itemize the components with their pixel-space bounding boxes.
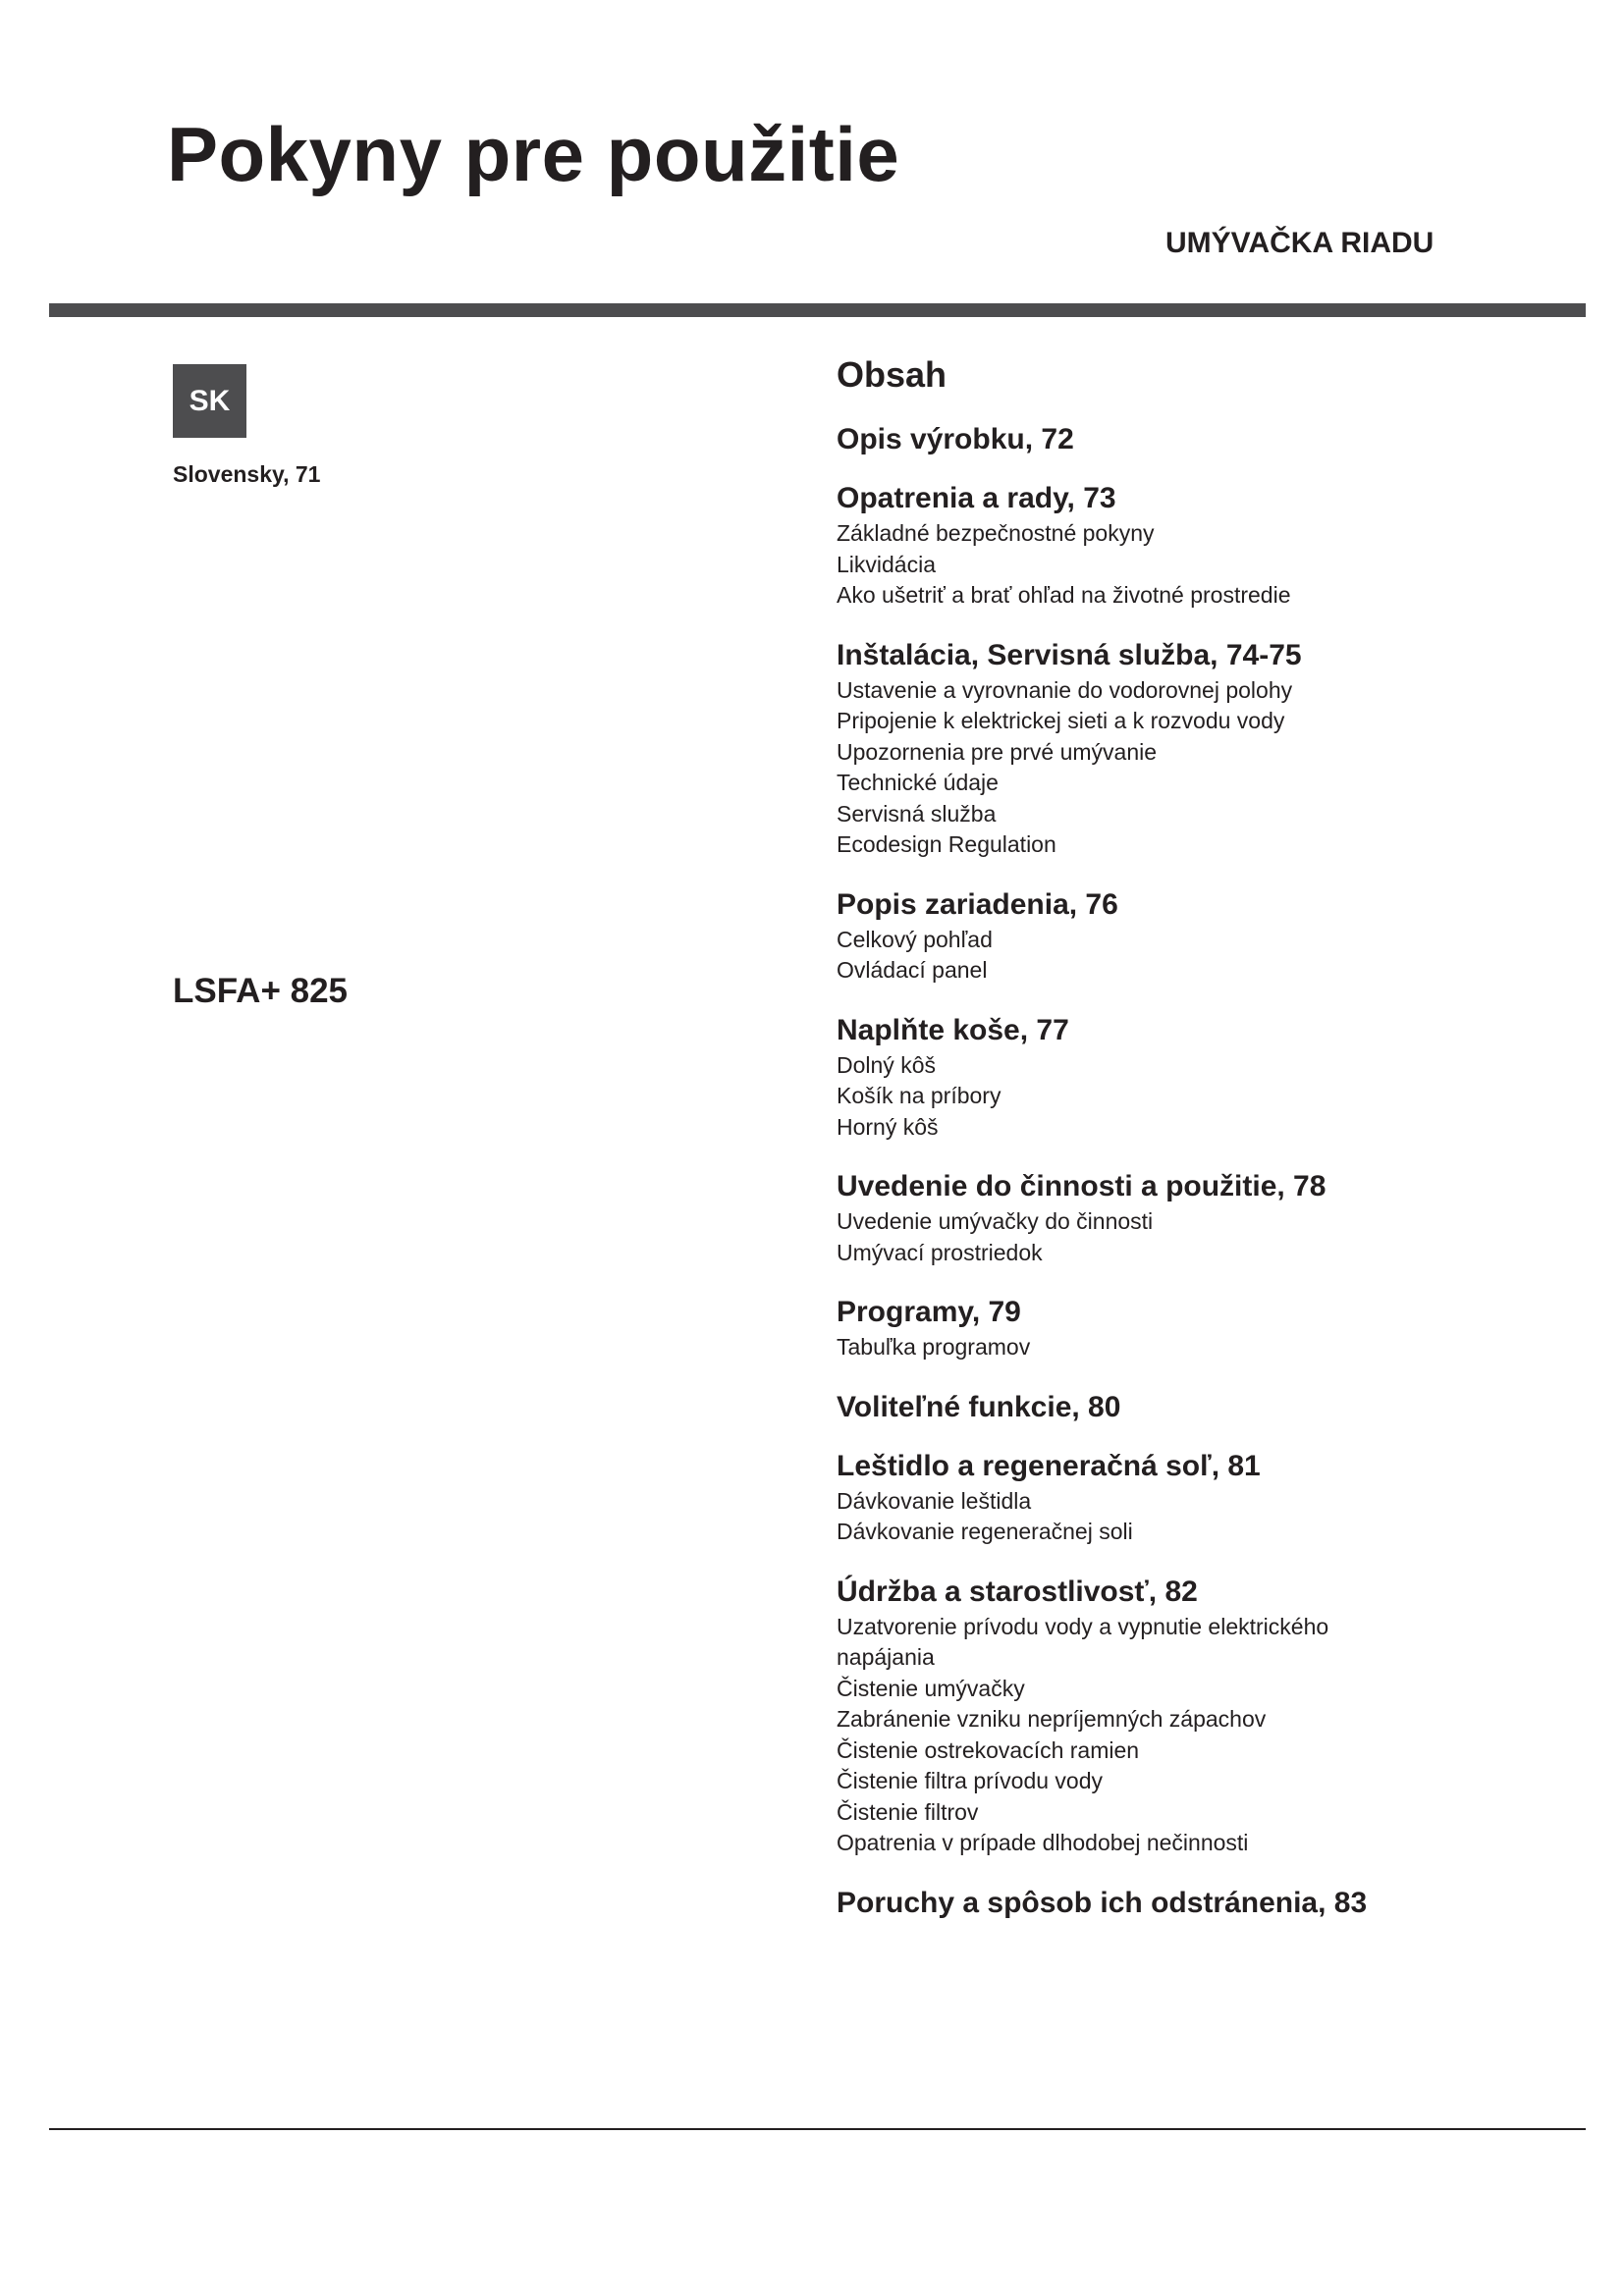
toc-section (837, 425, 1524, 454)
toc-item[interactable]: Servisná služba (837, 800, 997, 827)
toc-item[interactable]: Likvidácia (837, 551, 936, 577)
toc-item[interactable]: Dolný kôš (837, 1051, 936, 1078)
toc-item[interactable]: Zabránenie vzniku nepríjemných zápachov (837, 1706, 1267, 1732)
toc-section (837, 1013, 1524, 1144)
toc-item[interactable]: Umývací prostriedok (837, 1239, 1043, 1265)
toc-item[interactable]: Dávkovanie regeneračnej soli (837, 1519, 1133, 1544)
page-title: Pokyny pre použitie (167, 111, 900, 197)
toc-item[interactable]: Ako ušetriť a brať ohľad na životné prostredie (837, 582, 1291, 608)
toc-item[interactable]: Horný kôš (837, 1113, 939, 1140)
language-badge: SK (173, 364, 246, 438)
table-of-contents (837, 354, 1524, 1948)
toc-section-title[interactable]: Naplňte koše, 77 (837, 1013, 1069, 1046)
model-number: LSFA+ 825 (173, 972, 349, 1010)
toc-heading: Obsah (837, 354, 947, 395)
toc-item[interactable]: Celkový pohľad (837, 926, 993, 952)
toc-section-title[interactable]: Inštalácia, Servisná služba, 74-75 (837, 638, 1302, 671)
toc-item[interactable]: Ustavenie a vyrovnanie do vodorovnej polohy (837, 676, 1293, 703)
toc-item[interactable]: Opatrenia v prípade dlhodobej nečinnosti (837, 1830, 1249, 1855)
toc-item[interactable]: Čistenie ostrekovacích ramien (837, 1736, 1140, 1763)
toc-item[interactable]: Dávkovanie leštidla (837, 1487, 1032, 1514)
toc-section (837, 484, 1524, 612)
toc-item[interactable]: Základné bezpečnostné pokyny (837, 520, 1155, 546)
toc-item[interactable]: Upozornenia pre prvé umývanie (837, 738, 1158, 765)
toc-section-title[interactable]: Opis výrobku, 72 (837, 423, 1074, 455)
toc-item[interactable]: Košík na príbory (837, 1083, 1001, 1108)
toc-item[interactable]: Tabuľka programov (837, 1334, 1031, 1360)
bottom-divider (49, 2128, 1586, 2130)
toc-section-title[interactable]: Popis zariadenia, 76 (837, 887, 1118, 921)
toc-section-title[interactable]: Údržba a starostlivosť, 82 (837, 1575, 1198, 1608)
toc-section-title[interactable]: Uvedenie do činnosti a použitie, 78 (837, 1170, 1326, 1202)
toc-section (837, 1886, 1524, 1919)
toc-section (837, 1390, 1524, 1423)
toc-item[interactable]: Čistenie umývačky (837, 1675, 1025, 1701)
toc-item[interactable]: Čistenie filtra prívodu vody (837, 1768, 1104, 1793)
toc-item[interactable]: Ovládací panel (837, 957, 988, 983)
toc-section-title[interactable]: Opatrenia a rady, 73 (837, 482, 1116, 514)
top-divider (49, 303, 1586, 317)
toc-section-title[interactable]: Programy, 79 (837, 1296, 1021, 1328)
toc-item[interactable]: Pripojenie k elektrickej sieti a k rozvodu vody (837, 708, 1285, 733)
toc-section (837, 638, 1524, 861)
toc-item[interactable]: Ecodesign Regulation (837, 831, 1056, 857)
toc-section (837, 1449, 1524, 1548)
toc-section (837, 1577, 1524, 1859)
product-category: UMÝVAČKA RIADU (1165, 227, 1435, 259)
language-label: Slovensky, 71 (173, 461, 321, 487)
toc-section (837, 1172, 1524, 1268)
toc-section-title[interactable]: Leštidlo a regeneračná soľ, 81 (837, 1449, 1261, 1482)
toc-item[interactable]: Uzatvorenie prívodu vody a vypnutie elektrického napájania (837, 1613, 1329, 1670)
toc-section (837, 1298, 1524, 1363)
toc-item[interactable]: Uvedenie umývačky do činnosti (837, 1208, 1154, 1234)
toc-section-title[interactable]: Poruchy a spôsob ich odstránenia, 83 (837, 1886, 1368, 1919)
toc-section (837, 887, 1524, 987)
toc-item[interactable]: Čistenie filtrov (837, 1798, 979, 1825)
toc-item[interactable]: Technické údaje (837, 770, 999, 795)
toc-section-title[interactable]: Voliteľné funkcie, 80 (837, 1390, 1121, 1423)
